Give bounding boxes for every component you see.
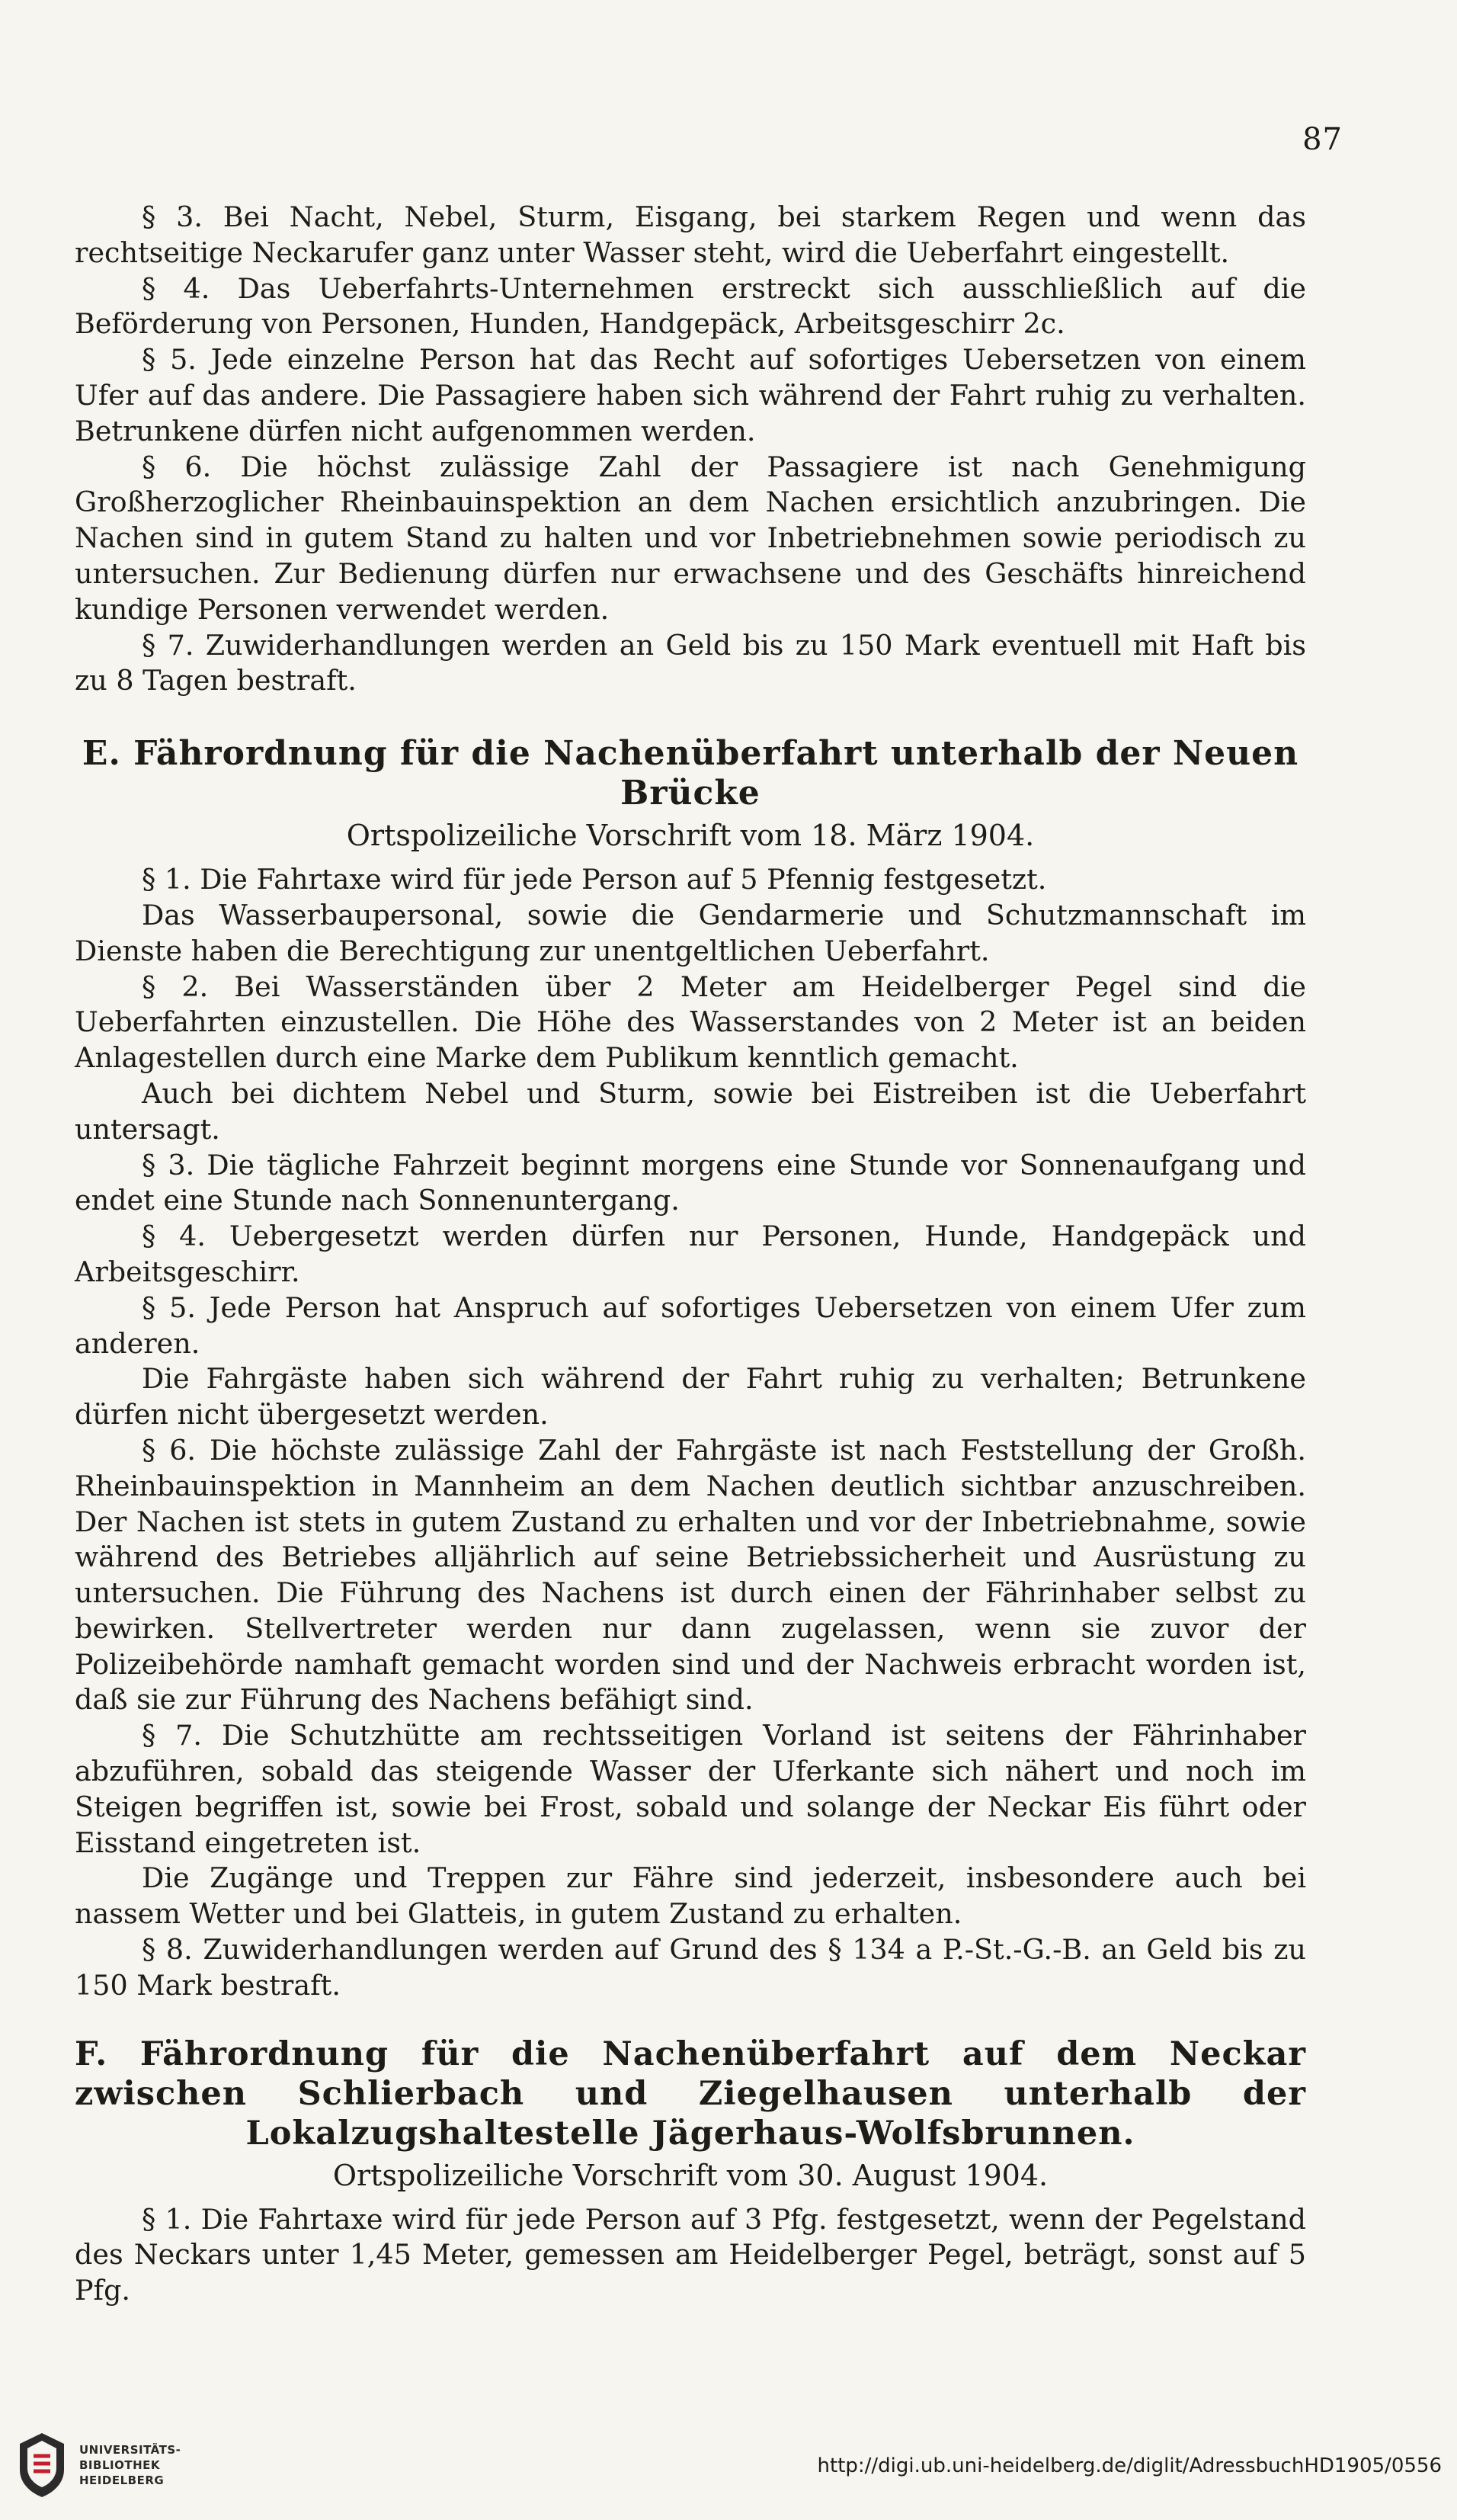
- section-e-paragraph-7: § 7. Die Schutzhütte am rechtsseitigen Vorland ist seitens der Fährinhaber abzuführen, sobald das steigende Wasser der Uferkante sich nähert und noch im Steigen begriffen ist, sowie bei Frost, sobald und solange der Neckar Eis führt oder Eisstand eingetreten ist.: [75, 1719, 1306, 1859]
- section-e-paragraph-4: § 4. Uebergesetzt werden dürfen nur Personen, Hunde, Handgepäck und Arbeitsgeschirr.: [75, 1220, 1306, 1288]
- library-line-2: BIBLIOTHEK: [79, 2458, 160, 2472]
- section-f-subtitle: Ortspolizeiliche Vorschrift vom 30. August 1904.: [332, 2158, 1049, 2192]
- section-e-paragraph-8: § 8. Zuwiderhandlungen werden auf Grund des § 134 a P.-St.-G.-B. an Geld bis zu 150 Mark bestraft.: [75, 1933, 1306, 2002]
- page-number: 87: [1302, 122, 1343, 157]
- section-e-paragraph-2b: Auch bei dichtem Nebel und Sturm, sowie bei Eistreiben ist die Ueberfahrt untersagt.: [75, 1076, 1306, 1146]
- university-seal-icon: [15, 2430, 69, 2499]
- section-e-paragraph-5b: Die Fahrgäste haben sich während der Fahrt ruhig zu verhalten; Betrunkene dürfen nicht übergesetzt werden.: [75, 1362, 1306, 1432]
- section-f-heading: F. Fährordnung für die Nachenüberfahrt auf dem Neckar zwischen Schlierbach und Ziegelhausen unterhalb der Lokalzugshaltestelle Jägerhaus-Wolfsbrunnen.: [75, 2034, 1306, 2153]
- section-e-subtitle: Ortspolizeiliche Vorschrift vom 18. März 1904.: [346, 819, 1035, 853]
- footer: [0, 2409, 1457, 2520]
- library-name: [79, 2442, 181, 2488]
- paragraph-top-6: § 6. Die höchst zulässige Zahl der Passagiere ist nach Genehmigung Großherzoglicher Rheinbauinspektion an dem Nachen ersichtlich anzubringen. Die Nachen sind in gutem Stand zu halten und vor Inbetriebnehmen sowie periodisch zu untersuchen. Zur Bedienung dürfen nur erwachsene und des Geschäfts hinreichend kundige Personen verwendet werden.: [75, 450, 1306, 626]
- section-e-paragraph-7b: Die Zugänge und Treppen zur Fähre sind jederzeit, insbesondere auch bei nassem Wetter und bei Glatteis, in gutem Zustand zu erhalten.: [75, 1861, 1306, 1931]
- library-line-1: UNIVERSITÄTS-: [79, 2443, 181, 2457]
- section-e-heading: E. Fährordnung für die Nachenüberfahrt unterhalb der Neuen Brücke: [82, 734, 1299, 813]
- page-body: [75, 200, 1306, 2309]
- source-url[interactable]: http://digi.ub.uni-heidelberg.de/diglit/AdressbuchHD1905/0556: [817, 2454, 1442, 2477]
- section-f-paragraph-1: § 1. Die Fahrtaxe wird für jede Person auf 3 Pfg. festgesetzt, wenn der Pegelstand des Neckars unter 1,45 Meter, gemessen am Heidelberger Pegel, beträgt, sonst auf 5 Pfg.: [75, 2202, 1306, 2307]
- section-e-paragraph-5: § 5. Jede Person hat Anspruch auf sofortiges Uebersetzen von einem Ufer zum anderen.: [75, 1290, 1306, 1360]
- paragraph-top-4: § 4. Das Ueberfahrts-Unternehmen erstreckt sich ausschließlich auf die Beförderung von Personen, Hunden, Handgepäck, Arbeitsgeschirr 2c.: [75, 271, 1306, 341]
- paragraph-top-5: § 5. Jede einzelne Person hat das Recht auf sofortiges Uebersetzen von einem Ufer auf das andere. Die Passagiere haben sich während der Fahrt ruhig zu verhalten. Betrunkene dürfen nicht aufgenommen werden.: [75, 343, 1306, 447]
- section-e-paragraph-2: § 2. Bei Wasserständen über 2 Meter am Heidelberger Pegel sind die Ueberfahrten einzustellen. Die Höhe des Wasserstandes von 2 Meter ist an beiden Anlagestellen durch eine Marke dem Publikum kenntlich gemacht.: [75, 970, 1306, 1075]
- section-e-paragraph-3: § 3. Die tägliche Fahrzeit beginnt morgens eine Stunde vor Sonnenaufgang und endet eine Stunde nach Sonnenuntergang.: [75, 1148, 1306, 1217]
- paragraph-top-3: § 3. Bei Nacht, Nebel, Sturm, Eisgang, bei starkem Regen und wenn das rechtseitige Neckarufer ganz unter Wasser steht, wird die Ueberfahrt eingestellt.: [75, 200, 1306, 269]
- section-e-paragraph-1: § 1. Die Fahrtaxe wird für jede Person auf 5 Pfennig festgesetzt.: [142, 863, 1047, 896]
- paragraph-top-7: § 7. Zuwiderhandlungen werden an Geld bis zu 150 Mark eventuell mit Haft bis zu 8 Tagen bestraft.: [75, 628, 1306, 697]
- library-line-3: HEIDELBERG: [79, 2474, 165, 2487]
- section-e-paragraph-1b: Das Wasserbaupersonal, sowie die Gendarmerie und Schutzmannschaft im Dienste haben die Berechtigung zur unentgeltlichen Ueberfahrt.: [75, 898, 1306, 967]
- section-e-paragraph-6: § 6. Die höchste zulässige Zahl der Fahrgäste ist nach Feststellung der Großh. Rheinbauinspektion in Mannheim an dem Nachen deutlich sichtbar anzuschreiben. Der Nachen ist stets in gutem Zustand zu erhalten und vor der Inbetriebnahme, sowie während des Betriebes alljährlich auf seine Betriebssicherheit und Ausrüstung zu untersuchen. Die Führung des Nachens ist durch einen der Fährinhaber selbst zu bewirken. Stellvertreter werden nur dann zugelassen, wenn sie zuvor der Polizeibehörde namhaft gemacht worden sind und der Nachweis erbracht worden ist, daß sie zur Führung des Nachens befähigt sind.: [75, 1433, 1306, 1717]
